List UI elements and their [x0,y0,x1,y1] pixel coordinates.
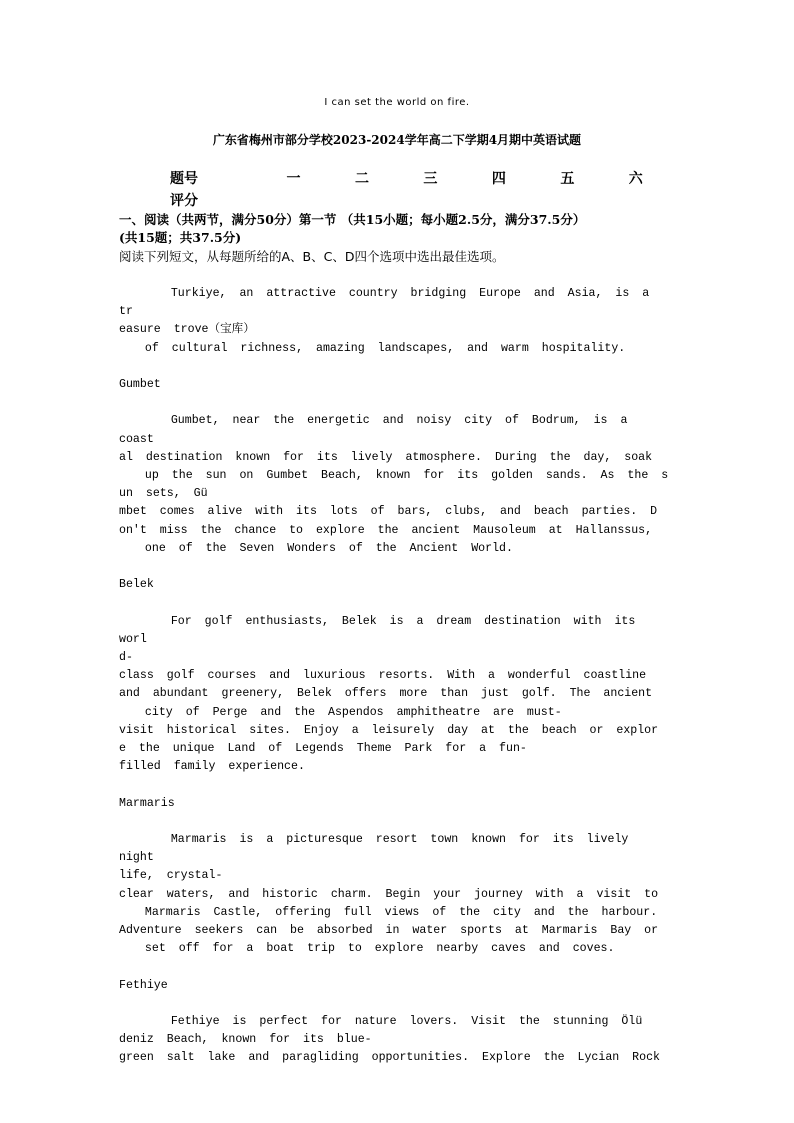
passage-line: al destination known for its lively atmosphere. During the day, soak [119,450,653,464]
section-heading-line-1: 一、阅读（共两节，满分50分）第一节 （共15小题；每小题2.5分，满分37.5分） [119,212,586,227]
subheading-gumbet: Gumbet [119,378,161,391]
score-row [170,190,670,212]
column-1: 一 [286,171,301,187]
passage-line: For golf enthusiasts, Belek is a dream destination with its worl [119,614,649,646]
passage-line: and abundant greenery, Belek offers more than just golf. The ancient [119,687,653,701]
score-label: 评分 [170,193,198,209]
column-5: 五 [560,171,575,187]
question-number-label: 题号 [170,171,198,187]
passage-line: up the sun on Gumbet Beach, known for its golden sands. As the s [119,469,669,482]
passage-line: mbet comes alive with its lots of bars, clubs, and beach parties. D [119,505,658,519]
passage-line: Marmaris is a picturesque resort town known for its lively night [119,833,642,865]
score-table [170,168,670,212]
page-title: 广东省梅州市部分学校2023-2024学年高二下学期4月期中英语试题 [212,133,582,147]
passage-line: Adventure seekers can be absorbed in water sports at Marmaris Bay or [119,924,659,938]
passage-line: Fethiye is perfect for nature lovers. Visit the stunning Ölü [119,1015,643,1028]
passage-line: of cultural richness, amazing landscapes, and warm hospitality. [119,341,626,355]
score-header-row [170,168,670,190]
passage-line: filled family experience. [119,760,305,774]
passage-line: easure trove（宝库） [119,323,255,337]
passage-line: green salt lake and paragliding opportunities. Explore the Lycian Rock [119,1051,661,1065]
passage-line: un sets, Gü [119,487,208,501]
passage-line: one of the Seven Wonders of the Ancient World. [119,541,513,555]
column-3: 三 [423,171,438,187]
column-6: 六 [628,171,643,187]
passage-line: d- [119,651,133,664]
header-motto: I can set the world on fire. [324,97,470,108]
section-heading-line-2: (共15题；共37.5分) [119,230,242,245]
column-4: 四 [491,171,506,187]
passage-line: visit historical sites. Enjoy a leisurely day at the beach or explor [119,723,659,737]
instruction-text: 阅读下列短文，从每题所给的A、B、C、D四个选项中选出最佳选项。 [119,249,505,264]
subheading-fethiye: Fethiye [119,978,168,992]
passage-line: deniz Beach, known for its blue- [119,1033,372,1047]
column-2: 二 [354,171,369,187]
passage-line: on't miss the chance to explore the ancient Mausoleum at Hallanssus, [119,523,653,537]
subheading-belek: Belek [119,578,154,592]
passage-line: life, crystal- [119,869,223,883]
section-heading [119,211,689,247]
passage-line: class golf courses and luxurious resorts. With a wonderful coastline [119,669,647,683]
passage-line: set off for a boat trip to explore nearby caves and coves. [119,942,615,956]
passage-line: Turkiye, an attractive country bridging Europe and Asia, is a tr [119,287,663,319]
subheading-marmaris: Marmaris [119,796,175,810]
reading-passage [119,285,675,1068]
passage-line: Gumbet, near the energetic and noisy city of Bodrum, is a coast [119,414,641,446]
passage-line: Marmaris Castle, offering full views of the city and the harbour. [119,905,658,919]
passage-line: city of Perge and the Aspendos amphitheatre are must- [119,705,562,719]
passage-line: e the unique Land of Legends Theme Park for a fun- [119,742,527,756]
passage-line: clear waters, and historic charm. Begin your journey with a visit to [119,887,659,901]
